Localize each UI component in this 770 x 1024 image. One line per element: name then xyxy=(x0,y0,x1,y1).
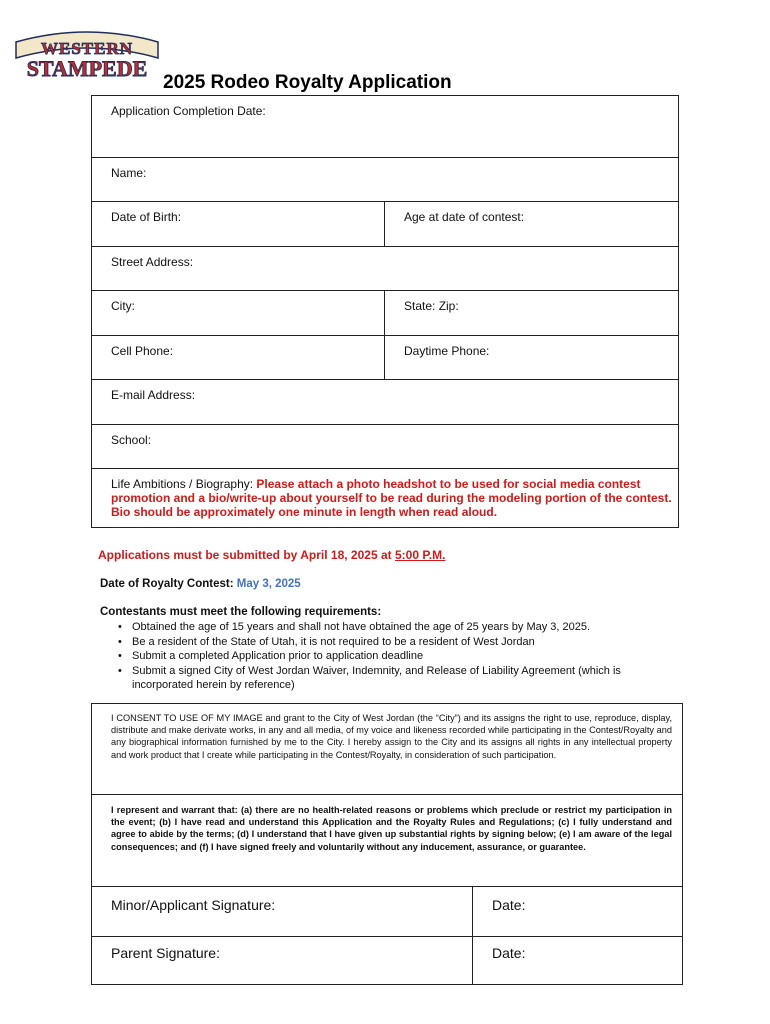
name-field[interactable]: Name: xyxy=(111,166,147,180)
contest-date xyxy=(100,578,301,590)
cell-phone-field[interactable]: Cell Phone: xyxy=(92,336,385,379)
biography-field[interactable] xyxy=(92,469,678,527)
image-consent-text: I CONSENT TO USE OF MY IMAGE and grant to the City of West Jordan (the “City”) and its assigns the right to use, reproduce, display, distribute and make derivate works, in any and all media, of my voice and likeness recorded while participating in the Contest/Royalty and any biographical information furnished by me to the City. I hereby assign to the City and its assigns all rights in any intellectual property and work product that I create while participating in the Contest/Royalty, in consideration of such participation. xyxy=(92,704,682,795)
street-address-field[interactable]: Street Address: xyxy=(111,255,194,269)
parent-signature-field[interactable]: Parent Signature: xyxy=(92,937,473,985)
city-field[interactable]: City: xyxy=(92,291,385,335)
age-field[interactable]: Age at date of contest: xyxy=(404,210,525,224)
warranty-text: I represent and warrant that: (a) there are no health-related reasons or problems which preclude or restrict my participation in the event; (b) I have read and understand this Application and the Royalty Rules and Regulations; (c) I fully understand and agree to abide by the terms; (d) I understand that I have given up substantial rights by signing below; (e) I am aware of the legal consequences; and (f) I have signed freely and voluntarily without any inducement, assurance, or guarantee. xyxy=(92,795,682,887)
row-city-state xyxy=(92,291,678,336)
row-phones xyxy=(92,336,678,380)
requirement-item: • Be a resident of the State of Utah, it is not required to be a resident of West Jordan xyxy=(118,635,648,650)
row-school xyxy=(92,425,678,469)
applicant-signature-field[interactable]: Minor/Applicant Signature: xyxy=(92,887,473,936)
parent-date-field[interactable]: Date: xyxy=(492,945,526,961)
row-biography xyxy=(92,469,678,527)
requirement-item: • Submit a completed Application prior to application deadline xyxy=(118,649,648,664)
requirements-title: Contestants must meet the following requirements: xyxy=(100,606,382,618)
contest-date-value: May 3, 2025 xyxy=(236,578,301,590)
consent-signature-table xyxy=(91,703,683,985)
svg-text:STAMPEDE: STAMPEDE xyxy=(26,56,148,81)
requirement-item: • Submit a signed City of West Jordan Waiver, Indemnity, and Release of Liability Agreement (which is incorporated herein by reference) xyxy=(118,664,648,693)
bio-note-line-3: Bio should be approximately one minute in length when read aloud. xyxy=(111,505,498,519)
bio-label: Life Ambitions / Biography: xyxy=(111,477,254,491)
deadline-time: 5:00 P.M. xyxy=(394,548,446,562)
parent-signature-row xyxy=(92,937,682,985)
requirement-item: • Obtained the age of 15 years and shall not have obtained the age of 25 years by May 3, 2025. xyxy=(118,620,648,635)
state-zip-field[interactable]: State: Zip: xyxy=(404,299,459,313)
svg-text:WESTERN: WESTERN xyxy=(40,39,134,58)
bio-note-line-1: Please attach a photo headshot to be used for social media contest xyxy=(256,477,641,491)
deadline-text: Applications must be submitted by April 18, 2025 at xyxy=(98,548,395,562)
submission-deadline xyxy=(98,548,445,562)
page-title: 2025 Rodeo Royalty Application xyxy=(163,72,452,93)
row-dob-age xyxy=(92,202,678,247)
requirements-list xyxy=(118,620,648,693)
daytime-phone-field[interactable]: Daytime Phone: xyxy=(404,344,490,358)
applicant-info-table xyxy=(91,95,679,528)
western-stampede-logo xyxy=(12,28,162,84)
row-email xyxy=(92,380,678,425)
row-name xyxy=(92,158,678,202)
bio-note-line-2: promotion and a bio/write-up about yourself to be read during the modeling portion of the contest. xyxy=(111,491,672,505)
row-street xyxy=(92,247,678,291)
email-field[interactable]: E-mail Address: xyxy=(111,388,196,402)
dob-field[interactable]: Date of Birth: xyxy=(92,202,385,246)
school-field[interactable]: School: xyxy=(111,433,152,447)
row-completion-date xyxy=(92,96,678,158)
applicant-signature-row xyxy=(92,887,682,937)
completion-date-field[interactable]: Application Completion Date: xyxy=(111,104,266,118)
applicant-date-field[interactable]: Date: xyxy=(492,897,526,913)
contest-date-label: Date of Royalty Contest: xyxy=(100,578,234,590)
